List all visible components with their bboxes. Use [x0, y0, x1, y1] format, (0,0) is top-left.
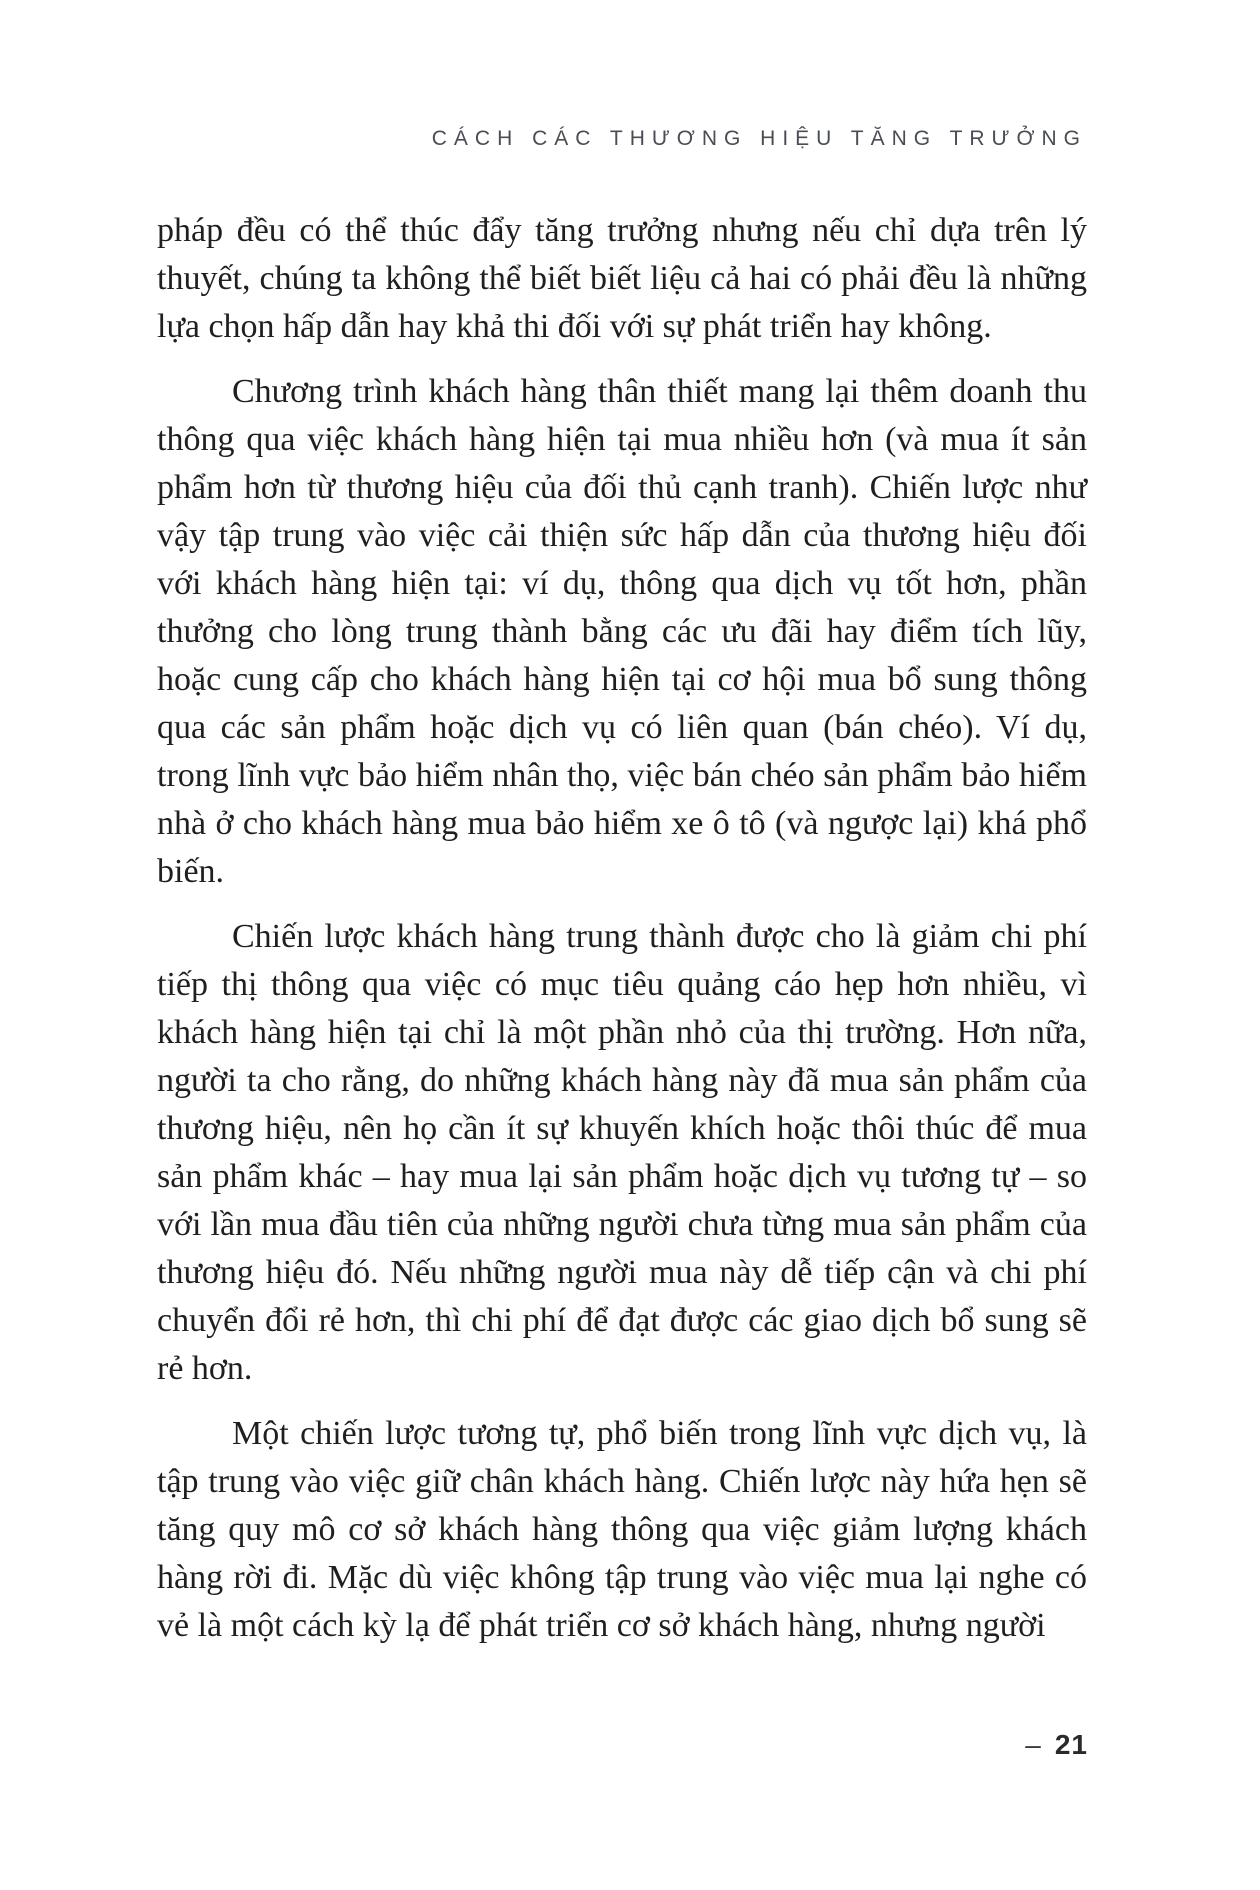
page-number-dash: –: [1025, 1729, 1041, 1760]
paragraph: pháp đều có thể thúc đẩy tăng trưởng nhưng nếu chỉ dựa trên lý thuyết, chúng ta không thể biết biết liệu cả hai có phải đều là những lựa chọn hấp dẫn hay khả thi đối với sự phát triển hay không.: [157, 212, 1087, 345]
page-number: [1025, 1729, 1088, 1761]
page-body: [157, 207, 1087, 1667]
paragraph: Một chiến lược tương tự, phổ biến trong lĩnh vực dịch vụ, là tập trung vào việc giữ chân khách hàng. Chiến lược này hứa hẹn sẽ tăng quy mô cơ sở khách hàng thông qua việc giảm lượng khách hàng rời đi. Mặc dù việc không tập trung vào việc mua lại nghe có vẻ là một cách kỳ lạ để phát triển cơ sở khách hàng, nhưng người: [157, 1415, 1087, 1644]
paragraph: Chiến lược khách hàng trung thành được cho là giảm chi phí tiếp thị thông qua việc có mục tiêu quảng cáo hẹp hơn nhiều, vì khách hàng hiện tại chỉ là một phần nhỏ của thị trường. Hơn nữa, người ta cho rằng, do những khách hàng này đã mua sản phẩm của thương hiệu, nên họ cần ít sự khuyến khích hoặc thôi thúc để mua sản phẩm khác – hay mua lại sản phẩm hoặc dịch vụ tương tự – so với lần mua đầu tiên của những người chưa từng mua sản phẩm của thương hiệu đó. Nếu những người mua này dễ tiếp cận và chi phí chuyển đổi rẻ hơn, thì chi phí để đạt được các giao dịch bổ sung sẽ rẻ hơn.: [157, 918, 1087, 1387]
paragraph: Chương trình khách hàng thân thiết mang lại thêm doanh thu thông qua việc khách hàng hiện tại mua nhiều hơn (và mua ít sản phẩm hơn từ thương hiệu của đối thủ cạnh tranh). Chiến lược như vậy tập trung vào việc cải thiện sức hấp dẫn của thương hiệu đối với khách hàng hiện tại: ví dụ, thông qua dịch vụ tốt hơn, phần thưởng cho lòng trung thành bằng các ưu đãi hay điểm tích lũy, hoặc cung cấp cho khách hàng hiện tại cơ hội mua bổ sung thông qua các sản phẩm hoặc dịch vụ có liên quan (bán chéo). Ví dụ, trong lĩnh vực bảo hiểm nhân thọ, việc bán chéo sản phẩm bảo hiểm nhà ở cho khách hàng mua bảo hiểm xe ô tô (và ngược lại) khá phổ biến.: [157, 373, 1087, 890]
page-number-value: 21: [1054, 1729, 1088, 1760]
running-header: CÁCH CÁC THƯƠNG HIỆU TĂNG TRƯỞNG: [431, 127, 1087, 150]
